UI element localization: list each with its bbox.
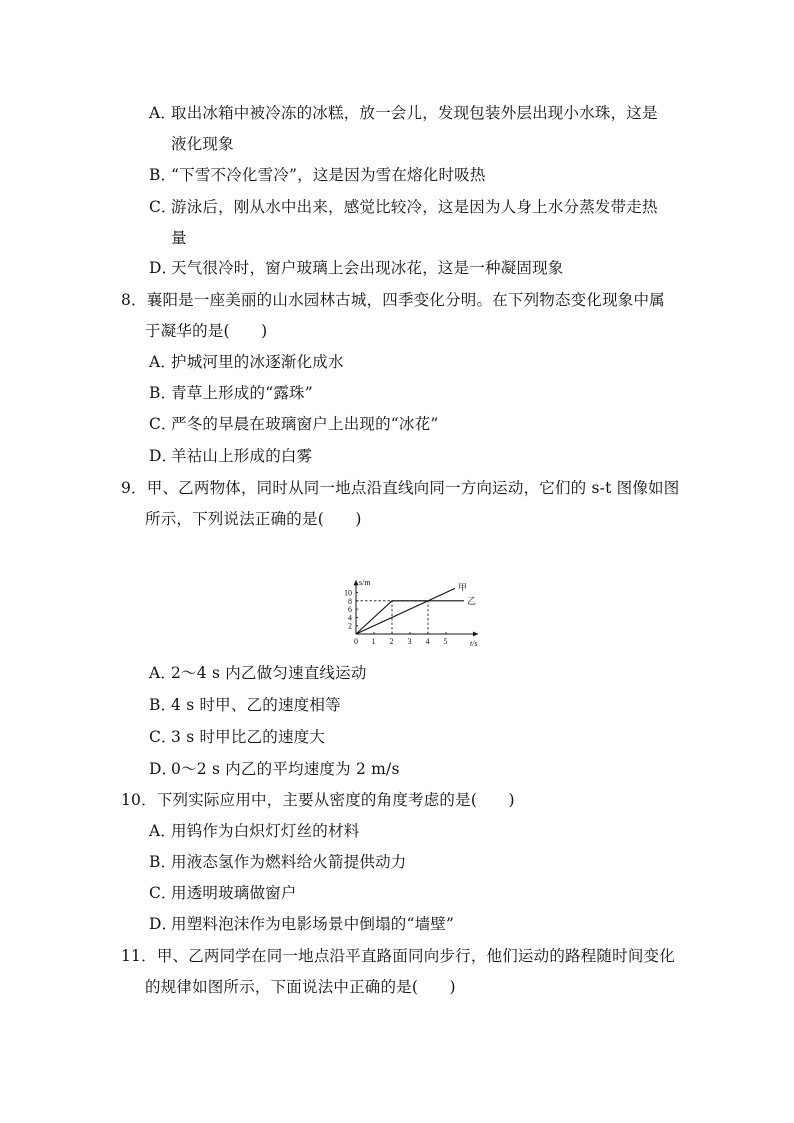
y-axis-label: s/m [359, 578, 371, 588]
q11-stem-cont: 的规律如图所示，下面说法中正确的是( ) [145, 978, 456, 996]
series-line-2 [356, 601, 464, 634]
q8-stem-cont: 于凝华的是( ) [145, 322, 268, 340]
q11-stem: 11．甲、乙两同学在同一地点沿平直路面同向步行，他们运动的路程随时间变化 [121, 947, 675, 965]
x-axis-arrow [473, 632, 478, 637]
q7-option-c-cont: 量 [171, 229, 187, 247]
series-line-1 [356, 588, 455, 634]
q10-option-b: B．用液态氢作为燃料给火箭提供动力 [149, 853, 407, 871]
q9-stem: 9．甲、乙两物体，同时从同一地点沿直线向同一方向运动，它们的 s-t 图像如图 [121, 479, 680, 497]
q7-option-c: C．游泳后，刚从水中出来，感觉比较冷，这是因为人身上水分蒸发带走热 [149, 198, 658, 216]
q9-option-d: D．0～2 s 内乙的平均速度为 2 m/s [149, 760, 400, 778]
y-tick-label: 8 [348, 596, 352, 606]
y-axis-arrow [354, 580, 359, 585]
q8-option-a: A．护城河里的冰逐渐化成水 [149, 353, 344, 371]
q9-number: 9． [121, 479, 147, 497]
s-t-chart [338, 544, 488, 654]
q8-stem: 8．襄阳是一座美丽的山水园林古城，四季变化分明。在下列物态变化现象中属 [121, 291, 665, 309]
y-tick-label: 2 [348, 621, 352, 631]
q10-option-d: D．用塑料泡沫作为电影场景中倒塌的“墙壁” [149, 915, 455, 933]
q9-stem-cont: 所示，下列说法正确的是( ) [145, 510, 362, 528]
y-tick-label: 10 [344, 588, 352, 598]
x-axis-label: t/s [470, 639, 478, 648]
q9-option-c: C．3 s 时甲比乙的速度大 [149, 728, 326, 746]
series-label-1: 甲 [458, 582, 468, 593]
q11-number: 11． [121, 947, 157, 965]
q7-option-d: D．天气很冷时，窗户玻璃上会出现冰花，这是一种凝固现象 [149, 259, 564, 277]
q8-number: 8． [121, 291, 147, 309]
q10-option-c: C．用透明玻璃做窗户 [149, 884, 297, 902]
q9-option-a: A．2～4 s 内乙做匀速直线运动 [149, 664, 367, 682]
x-tick-label: 1 [371, 637, 376, 646]
q7-option-a: A．取出冰箱中被冷冻的冰糕，放一会儿，发现包装外层出现小水珠，这是 [149, 104, 658, 122]
x-tick-label: 3 [407, 637, 412, 646]
y-tick-label: 6 [348, 605, 352, 615]
x-tick-label: 5 [443, 637, 448, 646]
q8-option-d: D．羊祜山上形成的白雾 [149, 447, 313, 465]
q10-option-a: A．用钨作为白炽灯灯丝的材料 [149, 822, 360, 840]
q8-option-c: C．严冬的早晨在玻璃窗户上出现的“冰花” [149, 415, 439, 433]
q8-option-b: B．青草上形成的“露珠” [149, 384, 313, 402]
q7-option-a-cont: 液化现象 [171, 135, 234, 153]
x-tick-label: 0 [354, 637, 358, 646]
q10-stem: 10．下列实际应用中，主要从密度的角度考虑的是( ) [121, 791, 515, 809]
series-label-2: 乙 [467, 595, 477, 606]
x-tick-label: 4 [425, 637, 430, 646]
y-tick-label: 4 [348, 613, 352, 623]
q10-number: 10． [121, 791, 157, 809]
q9-option-b: B．4 s 时甲、乙的速度相等 [149, 696, 341, 714]
q7-option-b: B．“下雪不冷化雪冷”，这是因为雪在熔化时吸热 [149, 166, 486, 184]
x-tick-label: 2 [389, 637, 394, 646]
